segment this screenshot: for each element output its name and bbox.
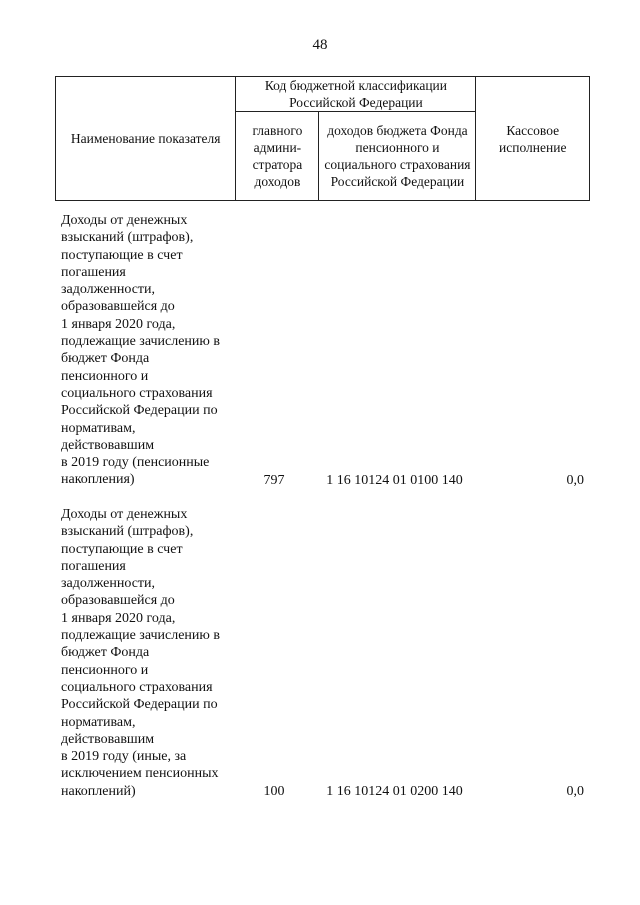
- row-cash-execution: 0,0: [566, 472, 584, 488]
- header-income-column: доходов бюджета Фонда пенсионного и социального страхования Российской Федерации: [319, 112, 476, 201]
- row-budget-code: 1 16 10124 01 0100 140: [326, 472, 463, 488]
- row-description: Доходы от денежных взысканий (штрафов), поступающие в счет погашения задолженности, образовавшейся до 1 января 2020 года, подлежащие зачислению в бюджет Фонда пенсионного и социального страхования Российской Федерации по нормативам, действовавшим в 2019 году (пенсионные накопления): [61, 213, 220, 488]
- row-budget-code: 1 16 10124 01 0200 140: [326, 783, 463, 799]
- row-description: Доходы от денежных взысканий (штрафов), поступающие в счет погашения задолженности, образовавшейся до 1 января 2020 года, подлежащие зачислению в бюджет Фонда пенсионного и социального страхования Российской Федерации по нормативам, действовавшим в 2019 году (иные, за исключением пенсионных накоплений): [61, 507, 220, 799]
- row-admin-code: 797: [263, 472, 285, 488]
- row-cash-execution: 0,0: [566, 783, 584, 799]
- table-row: [55, 506, 590, 800]
- header-name-column: Наименование показателя: [56, 77, 236, 201]
- page-number: 48: [312, 37, 328, 53]
- header-admin-column: главного админи-стратора доходов: [236, 112, 319, 201]
- table-row: [55, 212, 590, 489]
- header-cash-execution-column: Кассовое исполнение: [476, 77, 590, 201]
- header-budget-code-group: Код бюджетной классификации Российской Федерации: [236, 77, 476, 112]
- table-header: [55, 76, 590, 201]
- row-admin-code: 100: [263, 783, 285, 799]
